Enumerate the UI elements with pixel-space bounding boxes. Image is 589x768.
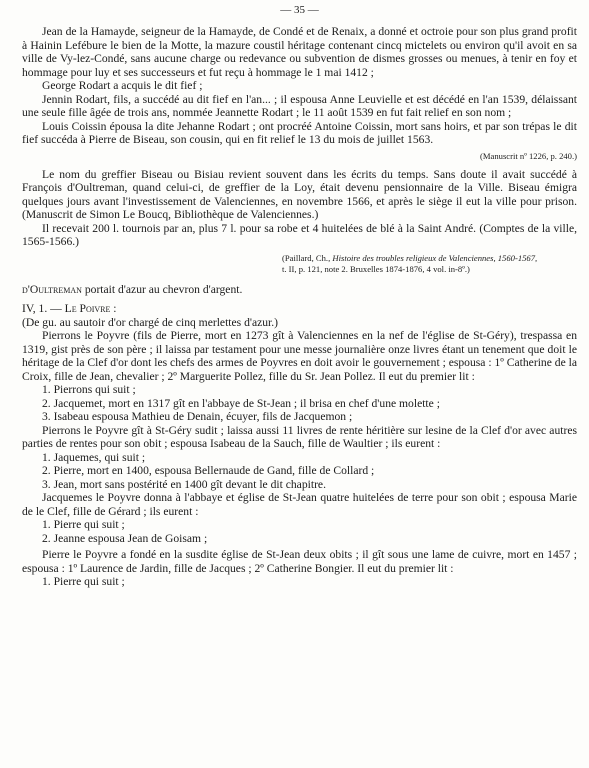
blazon: (De gu. au sautoir d'or chargé de cinq merlettes d'azur.): [22, 315, 279, 329]
citation-author: (Paillard, Ch.,: [282, 252, 333, 263]
paragraph-hamayde: Jean de la Hamayde, seigneur de la Hamayde, de Condé et de Renaix, a donné et octroie pour son plus grand profit à Hainin Lefébure le bien de la Motte, la mazure coustil héritage contenant cincq mictelets ou environ qu'il avoit en sa ville de Vy-lez-Condé, sans aucune charge ou redevance ou subvention de dismes grosses ou menues, à tenir en foy et hommage pour luy et ses successeurs et fut reçu à hommage le 1 mai 1412 ;: [22, 25, 577, 79]
paragraph-george-rodart: George Rodart a acquis le dit fief ;: [42, 79, 203, 92]
paragraph-louis-coissin: Louis Coissin épousa la dite Jehanne Rodart ; ont procréé Antoine Coissin, mort sans hoirs, et par son trépas le dit fief succéda à Pierre de Biseau, son cousin, qui en fit relief le 13 du mois de juillet 1563.: [22, 119, 577, 146]
source-citation-paillard: [282, 253, 577, 275]
list-item: 2. Pierre, mort en 1400, espousa Bellernaude de Gand, fille de Collard ;: [42, 464, 375, 477]
list-item: 2. Jeanne espousa Jean de Goisam ;: [42, 531, 208, 545]
paragraph-jacquemes: Jacquemes le Poyvre donna à l'abbaye et église de St-Jean quatre huitelées de terre pour son obit ; espousa Marie de le Clef, fille de Gérard ; ils eurent :: [22, 491, 577, 518]
citation-details: t. II, p. 121, note 2. Bruxelles 1874-1876, 4 vol. in-8º.): [282, 263, 470, 274]
list-item: 1. Pierre qui suit ;: [42, 575, 125, 588]
paragraph-recevait: Il recevait 200 l. tournois par an, plus 7 l. pour sa robe et 4 huitelées de blé à la Saint André. (Comptes de la ville, 1565-1566.): [22, 221, 577, 248]
list-item: 2. Jacquemet, mort en 1317 gît en l'abbaye de St-Jean ; il brisa en chef d'une molette ;: [42, 396, 440, 410]
paragraph-biseau: Le nom du greffier Biseau ou Bisiau revient souvent dans les écrits du temps. Sans doute il avait succédé à François d'Oultreman, quand celui-ci, de greffier de la Loy, était devenu pensionnaire de la Ville. Biseau émigra quelques jours avant l'investissement de Valenciennes, en novembre 1566, et après le siège il eut la ville pour prison. (Manuscrit de Simon Le Boucq, Bibliothèque de Valenciennes.): [22, 167, 577, 221]
paragraph-pierre: Pierre le Poyvre a fondé en la susdite église de St-Jean deux obits ; il gît sous une lame de cuivre, mort en 1457 ; espousa : 1º Laurence de Jardin, fille de Jacques ; 2º Catherine Bongier. Il eut du premier lit :: [22, 548, 577, 575]
source-citation-manuscrit: (Manuscrit nº 1226, p. 240.): [480, 150, 577, 161]
list-item: 1. Pierre qui suit ;: [42, 518, 125, 531]
page-number: — 35 —: [280, 4, 319, 16]
citation-title: Histoire des troubles religieux de Valenciennes, 1560-1567,: [332, 252, 538, 263]
list-item: 3. Jean, mort sans postérité en 1400 gît devant le dit chapitre.: [42, 477, 326, 491]
paragraph-pierrons-1: Pierrons le Poyvre (fils de Pierre, mort en 1273 gît à Valenciennes en la nef de l'église de St-Géry), trespassa en 1319, gist près de son père ; il laissa par testament pour une messe journalière onze livres étant un tenement que doit le héritage de la Clef d'or dont les chefs des armes de Poyvres en doit avoir le gouvernement ; espousa : 1º Catherine de la Croix, fille de Jean, chevalier ; 2º Marguerite Pollez, fille du Sr. Jean Pollez. Il eut du premier lit :: [22, 329, 577, 383]
paragraph-jennin-rodart: Jennin Rodart, fils, a succédé au dit fief en l'an... ; il espousa Anne Leuvielle et est décédé en l'an 1539, délaissant une seule fille âgée de trois ans, nommée Jeannette Rodart ; le 11 août 1539 en fut fait relief en son nom ;: [22, 92, 577, 119]
list-item: 1. Jaquemes, qui suit ;: [42, 450, 146, 464]
list-item: 1. Pierrons qui suit ;: [42, 383, 136, 396]
paragraph-oultreman-arms: d'Oultreman portait d'azur au chevron d'argent.: [22, 282, 243, 296]
section-title: Le Poivre :: [64, 302, 117, 315]
list-item: 3. Isabeau espousa Mathieu de Denain, écuyer, fils de Jacquemon ;: [42, 410, 353, 423]
section-heading: IV, 1. — Le Poivre :: [22, 302, 117, 315]
paragraph-pierrons-2: Pierrons le Poyvre gît à St-Géry sudit ; laissa aussi 11 livres de rente héritière sur lesine de la Clef d'or avec autres parties de rentes pour son obit ; espousa Isabeau de la Sauch, fille de Waultier ; ils eurent :: [22, 423, 577, 450]
family-name: d'Oultreman: [22, 282, 82, 296]
